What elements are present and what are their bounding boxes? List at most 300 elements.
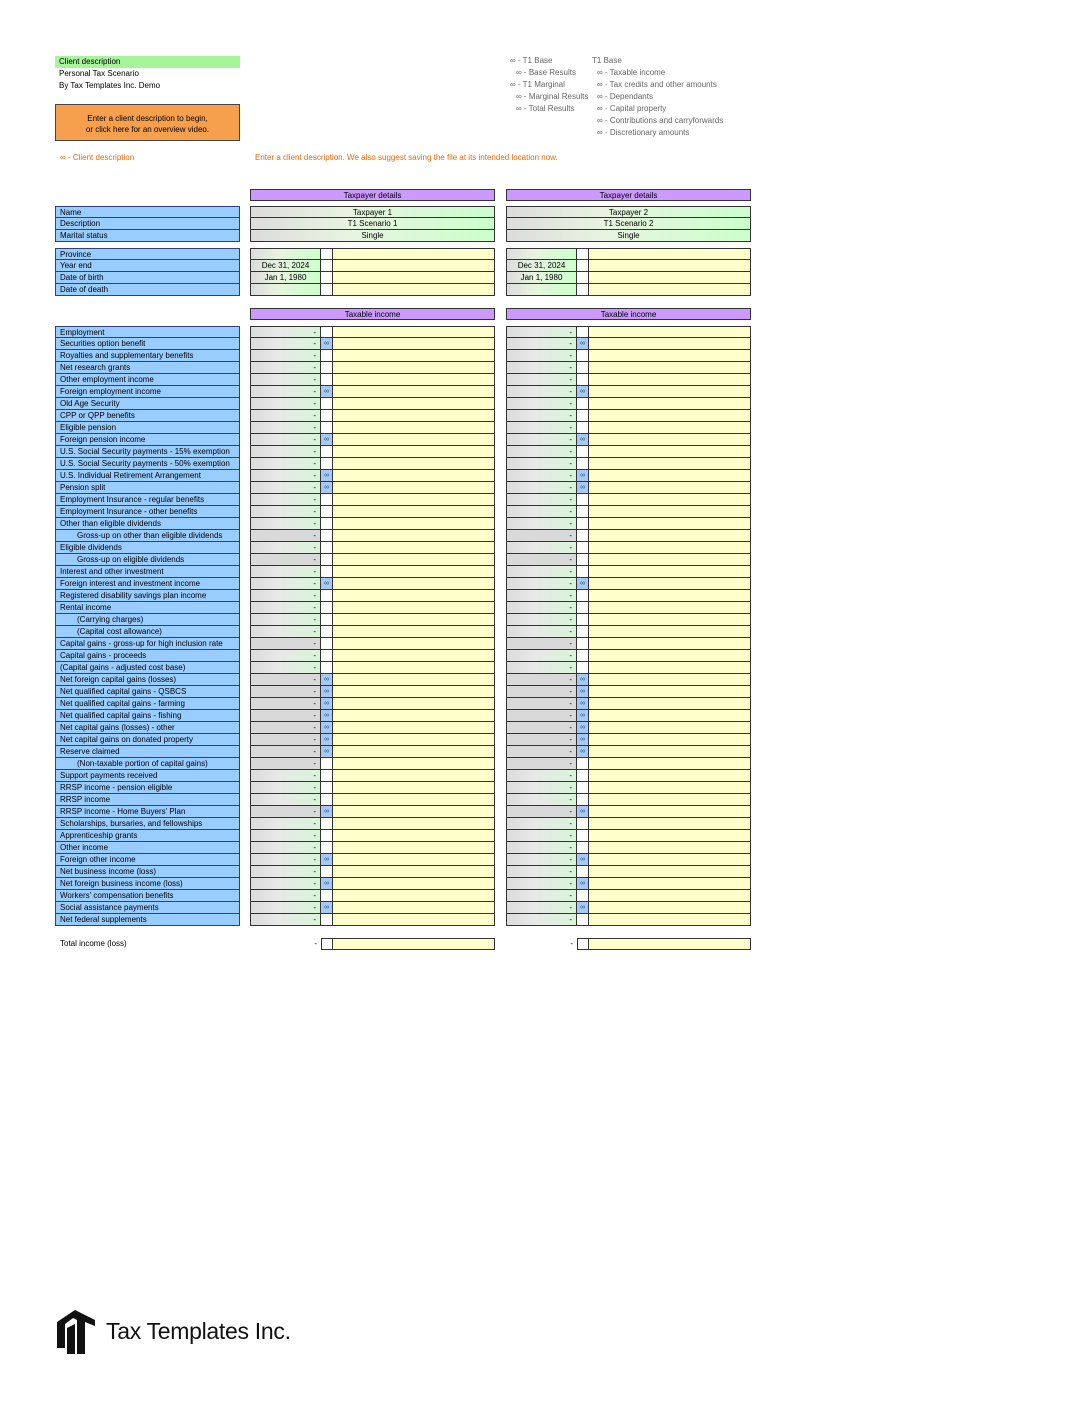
- taxpayer-2-income-value[interactable]: -: [506, 830, 577, 842]
- taxpayer-1-income-row: [250, 482, 495, 494]
- taxpayer-1-income-value[interactable]: -: [250, 434, 321, 446]
- taxpayer-1-income-value[interactable]: -: [250, 326, 321, 338]
- taxpayer-2-income-row: [506, 446, 751, 458]
- taxpayer-2-income-note[interactable]: [589, 530, 751, 542]
- taxpayer-1-dob-note[interactable]: [333, 272, 495, 284]
- taxpayer-1-income-value[interactable]: -: [250, 350, 321, 362]
- taxpayer-1-income-note[interactable]: [333, 674, 495, 686]
- taxpayer-2-income-note[interactable]: [589, 398, 751, 410]
- nav-section-link-3[interactable]: ∞ - Dependants: [597, 92, 653, 101]
- taxpayer-2-income-value[interactable]: -: [506, 482, 577, 494]
- taxpayer-2-income-value[interactable]: -: [506, 902, 577, 914]
- detail-link-icon[interactable]: ∞: [577, 686, 589, 698]
- detail-link-icon[interactable]: ∞: [577, 674, 589, 686]
- taxpayer-1-income-note[interactable]: [333, 482, 495, 494]
- taxpayer-2-income-note[interactable]: [589, 554, 751, 566]
- taxpayer-2-income-note[interactable]: [589, 338, 751, 350]
- taxpayer-2-year-end-note[interactable]: [589, 260, 751, 272]
- income-flag-cell: [321, 350, 333, 362]
- taxpayer-1-income-note[interactable]: [333, 734, 495, 746]
- taxpayer-1-income-note[interactable]: [333, 542, 495, 554]
- taxpayer-1-income-row: [250, 734, 495, 746]
- detail-link-icon[interactable]: ∞: [321, 878, 333, 890]
- taxpayer-1-income-value[interactable]: -: [250, 878, 321, 890]
- taxpayer-1-name[interactable]: Taxpayer 1: [250, 206, 495, 218]
- taxpayer-2-income-note[interactable]: [589, 650, 751, 662]
- detail-link-icon[interactable]: ∞: [577, 338, 589, 350]
- taxpayer-2-dob-note[interactable]: [589, 272, 751, 284]
- detail-link-icon[interactable]: ∞: [577, 710, 589, 722]
- taxpayer-2-income-row: [506, 434, 751, 446]
- taxpayer-2-income-value[interactable]: -: [506, 494, 577, 506]
- taxpayer-2-income-value[interactable]: -: [506, 422, 577, 434]
- income-flag-cell: [321, 446, 333, 458]
- taxpayer-2-income-value[interactable]: -: [506, 770, 577, 782]
- taxpayer-2-income-value[interactable]: -: [506, 842, 577, 854]
- label-description: Description: [55, 218, 240, 230]
- taxpayer-2-income-value: -: [506, 734, 577, 746]
- income-label: (Capital cost allowance): [55, 626, 240, 638]
- taxpayer-2-income-value[interactable]: -: [506, 662, 577, 674]
- taxpayer-1-income-note[interactable]: [333, 626, 495, 638]
- taxpayer-2-province[interactable]: [506, 248, 577, 260]
- taxpayer-2-income-value[interactable]: -: [506, 578, 577, 590]
- taxpayer-1-income-note[interactable]: [333, 650, 495, 662]
- taxpayer-1-income-note[interactable]: [333, 914, 495, 926]
- detail-link-icon[interactable]: ∞: [321, 710, 333, 722]
- detail-link-icon[interactable]: ∞: [321, 698, 333, 710]
- taxpayer-2-income-note[interactable]: [589, 566, 751, 578]
- taxpayer-2-income-note[interactable]: [589, 458, 751, 470]
- nav-section-link-4[interactable]: ∞ - Capital property: [597, 104, 667, 113]
- taxpayer-1-income-value[interactable]: -: [250, 626, 321, 638]
- detail-link-icon[interactable]: ∞: [577, 854, 589, 866]
- taxpayer-2-total-note[interactable]: [589, 938, 751, 950]
- taxpayer-1-income-note[interactable]: [333, 458, 495, 470]
- tax-templates-logo-icon: [55, 1308, 99, 1356]
- taxpayer-1-income-value[interactable]: -: [250, 362, 321, 374]
- taxpayer-1-income-value[interactable]: -: [250, 890, 321, 902]
- taxpayer-1-income: [250, 326, 495, 926]
- taxpayer-1-income-value[interactable]: -: [250, 830, 321, 842]
- detail-link-icon[interactable]: ∞: [321, 386, 333, 398]
- taxpayer-1-income-value[interactable]: -: [250, 794, 321, 806]
- taxpayer-1-income-note[interactable]: [333, 554, 495, 566]
- taxpayer-1-total-note[interactable]: [333, 938, 495, 950]
- taxpayer-1-income-note[interactable]: [333, 710, 495, 722]
- taxpayer-2-income-note[interactable]: [589, 494, 751, 506]
- income-flag-cell: [321, 650, 333, 662]
- taxpayer-1-income-note[interactable]: [333, 806, 495, 818]
- taxpayer-2-income-note[interactable]: [589, 806, 751, 818]
- taxpayer-1-income-value[interactable]: -: [250, 590, 321, 602]
- taxpayer-1-income-value[interactable]: -: [250, 482, 321, 494]
- taxpayer-2-income-note[interactable]: [589, 866, 751, 878]
- income-label: U.S. Social Security payments - 50% exemption: [55, 458, 240, 470]
- taxpayer-1-income-value[interactable]: -: [250, 902, 321, 914]
- income-label: U.S. Social Security payments - 15% exemption: [55, 446, 240, 458]
- taxpayer-2-income-value[interactable]: -: [506, 518, 577, 530]
- taxpayer-2-name[interactable]: Taxpayer 2: [506, 206, 751, 218]
- detail-link-icon[interactable]: ∞: [321, 854, 333, 866]
- taxpayer-1-province-note[interactable]: [333, 248, 495, 260]
- taxpayer-1-income-note[interactable]: [333, 326, 495, 338]
- income-flag-cell: [577, 566, 589, 578]
- taxpayer-2-income-row: [506, 554, 751, 566]
- client-description-label[interactable]: Client description: [55, 56, 240, 68]
- taxpayer-2-income-value[interactable]: -: [506, 650, 577, 662]
- taxpayer-1-income-note[interactable]: [333, 434, 495, 446]
- taxpayer-2-income-value[interactable]: -: [506, 626, 577, 638]
- taxpayer-1-income-note[interactable]: [333, 530, 495, 542]
- taxpayer-1-province[interactable]: [250, 248, 321, 260]
- taxpayer-2-income-note[interactable]: [589, 422, 751, 434]
- detail-link-icon[interactable]: ∞: [577, 734, 589, 746]
- taxpayer-2-income-note[interactable]: [589, 410, 751, 422]
- taxpayer-2-income-note[interactable]: [589, 362, 751, 374]
- taxpayer-1-income-note[interactable]: [333, 722, 495, 734]
- taxpayer-2-income-note[interactable]: [589, 734, 751, 746]
- taxpayer-1-income-value[interactable]: -: [250, 470, 321, 482]
- taxpayer-1-income-note[interactable]: [333, 494, 495, 506]
- taxpayer-2-income-value[interactable]: -: [506, 362, 577, 374]
- taxpayer-1-income-value[interactable]: -: [250, 338, 321, 350]
- taxpayer-1-income-value[interactable]: -: [250, 398, 321, 410]
- taxpayer-2-income-note[interactable]: [589, 758, 751, 770]
- taxpayer-2-income-note[interactable]: [589, 518, 751, 530]
- taxpayer-1-income-note[interactable]: [333, 350, 495, 362]
- taxpayer-2-income: [506, 326, 751, 926]
- nav-section-link-5[interactable]: ∞ - Contributions and carryforwards: [597, 116, 724, 125]
- taxpayer-1-dod-flag: [321, 284, 333, 296]
- taxpayer-1-income-value[interactable]: -: [250, 458, 321, 470]
- detail-link-icon[interactable]: ∞: [321, 482, 333, 494]
- income-label: RRSP income - Home Buyers' Plan: [55, 806, 240, 818]
- income-label: Net foreign capital gains (losses): [55, 674, 240, 686]
- taxpayer-1-income-value[interactable]: -: [250, 818, 321, 830]
- taxpayer-2-income-note[interactable]: [589, 638, 751, 650]
- taxpayer-1-income-value[interactable]: -: [250, 614, 321, 626]
- taxpayer-2-income-value[interactable]: -: [506, 914, 577, 926]
- detail-link-icon[interactable]: ∞: [321, 674, 333, 686]
- taxpayer-2-income-value[interactable]: -: [506, 878, 577, 890]
- taxpayer-2-income-value[interactable]: -: [506, 446, 577, 458]
- taxpayer-2-income-value[interactable]: -: [506, 590, 577, 602]
- taxpayer-2-description[interactable]: T1 Scenario 2: [506, 218, 751, 230]
- taxpayer-1-income-value[interactable]: -: [250, 410, 321, 422]
- detail-link-icon[interactable]: ∞: [321, 434, 333, 446]
- nav-result-link-4[interactable]: ∞ - Total Results: [516, 104, 575, 113]
- taxpayer-1-income-value[interactable]: -: [250, 650, 321, 662]
- taxpayer-1-income-note[interactable]: [333, 470, 495, 482]
- taxpayer-1-income-note[interactable]: [333, 782, 495, 794]
- taxpayer-1-income-note[interactable]: [333, 422, 495, 434]
- nav-section-link-6[interactable]: ∞ - Discretionary amounts: [597, 128, 690, 137]
- taxpayer-2-income-note[interactable]: [589, 662, 751, 674]
- taxpayer-1-income-note[interactable]: [333, 614, 495, 626]
- taxpayer-1-income-value[interactable]: -: [250, 494, 321, 506]
- taxpayer-1-income-note[interactable]: [333, 410, 495, 422]
- nav-section-link-2[interactable]: ∞ - Tax credits and other amounts: [597, 80, 717, 89]
- taxpayer-1-income-row: [250, 398, 495, 410]
- taxpayer-2-date-of-birth[interactable]: Jan 1, 1980: [506, 272, 577, 284]
- taxpayer-1-income-note[interactable]: [333, 638, 495, 650]
- taxpayer-1-income-row: [250, 650, 495, 662]
- nav-result-link-2[interactable]: ∞ - T1 Marginal: [510, 80, 565, 89]
- taxpayer-1-income-value[interactable]: -: [250, 854, 321, 866]
- detail-link-icon[interactable]: ∞: [577, 722, 589, 734]
- taxpayer-2-income-row: [506, 350, 751, 362]
- taxpayer-2-income-note[interactable]: [589, 794, 751, 806]
- detail-link-icon[interactable]: ∞: [577, 902, 589, 914]
- taxpayer-2-income-note[interactable]: [589, 470, 751, 482]
- detail-link-icon[interactable]: ∞: [321, 470, 333, 482]
- taxpayer-1-income-value[interactable]: -: [250, 578, 321, 590]
- taxpayer-1-income-note[interactable]: [333, 338, 495, 350]
- taxpayer-2-income-value[interactable]: -: [506, 398, 577, 410]
- taxpayer-2-income-note[interactable]: [589, 878, 751, 890]
- taxable-income-header-2: Taxable income: [506, 308, 751, 320]
- taxpayer-2-date-of-death[interactable]: [506, 284, 577, 296]
- taxpayer-2-income-note[interactable]: [589, 434, 751, 446]
- taxpayer-2-income-value[interactable]: -: [506, 506, 577, 518]
- taxpayer-2-income-note[interactable]: [589, 626, 751, 638]
- taxpayer-2-income-value[interactable]: -: [506, 350, 577, 362]
- taxpayer-2-income-note[interactable]: [589, 614, 751, 626]
- start-overview-button[interactable]: [55, 104, 240, 141]
- detail-link-icon[interactable]: ∞: [577, 746, 589, 758]
- label-date-of-birth: Date of birth: [55, 272, 240, 284]
- detail-link-icon[interactable]: ∞: [321, 734, 333, 746]
- taxpayer-1-income-note[interactable]: [333, 866, 495, 878]
- income-flag-cell: [577, 626, 589, 638]
- detail-link-icon[interactable]: ∞: [321, 902, 333, 914]
- taxpayer-2-year-end[interactable]: Dec 31, 2024: [506, 260, 577, 272]
- taxpayer-1-income-note[interactable]: [333, 386, 495, 398]
- taxpayer-1-income-value[interactable]: -: [250, 386, 321, 398]
- detail-link-icon[interactable]: ∞: [321, 578, 333, 590]
- taxpayer-1-income-value[interactable]: -: [250, 422, 321, 434]
- byline: By Tax Templates Inc. Demo: [59, 81, 161, 90]
- taxpayer-2-income-value[interactable]: -: [506, 386, 577, 398]
- taxpayer-1-income-note[interactable]: [333, 686, 495, 698]
- taxpayer-2-income-row: [506, 518, 751, 530]
- taxpayer-1-income-value[interactable]: -: [250, 842, 321, 854]
- taxpayer-1-date-of-birth[interactable]: Jan 1, 1980: [250, 272, 321, 284]
- taxpayer-2-income-note[interactable]: [589, 698, 751, 710]
- taxpayer-1-year-end-flag: [321, 260, 333, 272]
- taxpayer-2-income-value[interactable]: -: [506, 458, 577, 470]
- taxpayer-2-income-row: [506, 698, 751, 710]
- taxpayer-2-income-value[interactable]: -: [506, 854, 577, 866]
- detail-link-icon[interactable]: ∞: [321, 686, 333, 698]
- taxpayer-1-income-note[interactable]: [333, 602, 495, 614]
- taxpayer-1-income-note[interactable]: [333, 506, 495, 518]
- detail-link-icon[interactable]: ∞: [321, 746, 333, 758]
- taxpayer-1-date-of-death[interactable]: [250, 284, 321, 296]
- date-labels: [55, 248, 240, 296]
- detail-link-icon[interactable]: ∞: [321, 338, 333, 350]
- taxpayer-2-income-value[interactable]: -: [506, 782, 577, 794]
- taxpayer-1-income-value[interactable]: -: [250, 914, 321, 926]
- taxpayer-1-income-value[interactable]: -: [250, 770, 321, 782]
- taxpayer-2-income-value[interactable]: -: [506, 374, 577, 386]
- taxpayer-2-income-row: [506, 602, 751, 614]
- taxpayer-1-income-note[interactable]: [333, 878, 495, 890]
- taxpayer-1-income-note[interactable]: [333, 902, 495, 914]
- taxpayer-2-income-note[interactable]: [589, 854, 751, 866]
- taxpayer-1-year-end-note[interactable]: [333, 260, 495, 272]
- detail-link-icon[interactable]: ∞: [577, 434, 589, 446]
- nav-result-link-3[interactable]: ∞ - Marginal Results: [516, 92, 589, 101]
- taxpayer-2-income-value[interactable]: -: [506, 890, 577, 902]
- taxpayer-1-income-note[interactable]: [333, 794, 495, 806]
- taxpayer-2-income-note[interactable]: [589, 386, 751, 398]
- taxpayer-1-income-value[interactable]: -: [250, 542, 321, 554]
- taxpayer-1-income-note[interactable]: [333, 890, 495, 902]
- taxpayer-2-income-note[interactable]: [589, 890, 751, 902]
- taxpayer-2-income-note[interactable]: [589, 782, 751, 794]
- taxpayer-2-income-value: -: [506, 746, 577, 758]
- taxpayer-2-income-value[interactable]: -: [506, 614, 577, 626]
- taxpayer-1-income-note[interactable]: [333, 590, 495, 602]
- income-label: Reserve claimed: [55, 746, 240, 758]
- detail-link-icon[interactable]: ∞: [577, 806, 589, 818]
- taxpayer-2-income-note[interactable]: [589, 722, 751, 734]
- taxpayer-2-income-value[interactable]: -: [506, 566, 577, 578]
- taxpayer-2-income-value[interactable]: -: [506, 434, 577, 446]
- taxpayer-1-income-note[interactable]: [333, 818, 495, 830]
- nav-section-link-0[interactable]: T1 Base: [592, 56, 622, 65]
- detail-link-icon[interactable]: ∞: [577, 578, 589, 590]
- taxpayer-2-income-note[interactable]: [589, 350, 751, 362]
- taxpayer-1-income-note[interactable]: [333, 374, 495, 386]
- taxpayer-2-income-note[interactable]: [589, 710, 751, 722]
- detail-link-icon[interactable]: ∞: [577, 878, 589, 890]
- taxpayer-2-income-note[interactable]: [589, 902, 751, 914]
- income-label: Support payments received: [55, 770, 240, 782]
- taxpayer-2-income-note[interactable]: [589, 770, 751, 782]
- taxpayer-1-income-note[interactable]: [333, 362, 495, 374]
- taxpayer-1-income-value[interactable]: -: [250, 374, 321, 386]
- taxpayer-2-income-note[interactable]: [589, 914, 751, 926]
- taxpayer-2-income-note[interactable]: [589, 542, 751, 554]
- taxpayer-2-income-value[interactable]: -: [506, 470, 577, 482]
- taxpayer-2-income-value[interactable]: -: [506, 866, 577, 878]
- taxpayer-2-income-note[interactable]: [589, 686, 751, 698]
- taxpayer-1-income-note[interactable]: [333, 662, 495, 674]
- taxpayer-1-income-value[interactable]: -: [250, 602, 321, 614]
- income-flag-cell: [321, 590, 333, 602]
- taxpayer-2-income-note[interactable]: [589, 374, 751, 386]
- nav-result-link-0[interactable]: ∞ - T1 Base: [510, 56, 553, 65]
- taxpayer-1-income-note[interactable]: [333, 854, 495, 866]
- taxpayer-1-income-row: [250, 806, 495, 818]
- detail-link-icon[interactable]: ∞: [577, 470, 589, 482]
- taxpayer-1-income-value[interactable]: -: [250, 782, 321, 794]
- taxpayer-1-income-row: [250, 506, 495, 518]
- taxpayer-1-income-row: [250, 758, 495, 770]
- client-description-link[interactable]: ∞ - Client description: [60, 153, 135, 162]
- detail-link-icon[interactable]: ∞: [577, 482, 589, 494]
- taxpayer-1-income-row: [250, 626, 495, 638]
- income-label: Registered disability savings plan income: [55, 590, 240, 602]
- taxpayer-1-income-value[interactable]: -: [250, 866, 321, 878]
- income-flag-cell: [577, 818, 589, 830]
- taxpayer-2-income-row: [506, 662, 751, 674]
- taxpayer-1-income-value[interactable]: -: [250, 662, 321, 674]
- taxpayer-2-dod-note[interactable]: [589, 284, 751, 296]
- taxpayer-1-income-value[interactable]: -: [250, 506, 321, 518]
- income-flag-cell: [321, 506, 333, 518]
- taxpayer-1-income-note[interactable]: [333, 518, 495, 530]
- nav-section-link-1[interactable]: ∞ - Taxable income: [597, 68, 666, 77]
- detail-link-icon[interactable]: ∞: [321, 806, 333, 818]
- taxpayer-2-province-note[interactable]: [589, 248, 751, 260]
- taxpayer-2-income-note[interactable]: [589, 674, 751, 686]
- income-flag-cell: [321, 818, 333, 830]
- taxpayer-1-income-note[interactable]: [333, 566, 495, 578]
- taxpayer-1-income-row: [250, 590, 495, 602]
- taxpayer-1-income-note[interactable]: [333, 842, 495, 854]
- taxpayer-2-income-note[interactable]: [589, 578, 751, 590]
- taxpayer-2-income-value[interactable]: -: [506, 326, 577, 338]
- taxpayer-1-income-note[interactable]: [333, 770, 495, 782]
- income-flag-cell: [577, 458, 589, 470]
- detail-link-icon[interactable]: ∞: [577, 386, 589, 398]
- taxpayer-2-income-value[interactable]: -: [506, 818, 577, 830]
- taxpayer-2-income-note[interactable]: [589, 446, 751, 458]
- taxpayer-2-income-value[interactable]: -: [506, 338, 577, 350]
- taxpayer-2-income-value[interactable]: -: [506, 602, 577, 614]
- taxpayer-2-income-value[interactable]: -: [506, 410, 577, 422]
- taxpayer-1-income-note[interactable]: [333, 830, 495, 842]
- taxpayer-2-income-note[interactable]: [589, 818, 751, 830]
- taxpayer-2-income-value[interactable]: -: [506, 542, 577, 554]
- taxpayer-1-income-value[interactable]: -: [250, 446, 321, 458]
- taxpayer-2-income-note[interactable]: [589, 506, 751, 518]
- taxpayer-2-income-note[interactable]: [589, 830, 751, 842]
- taxpayer-2-income-note[interactable]: [589, 482, 751, 494]
- taxpayer-1-income-row: [250, 602, 495, 614]
- taxpayer-2-income-note[interactable]: [589, 590, 751, 602]
- taxpayer-1-income-note[interactable]: [333, 698, 495, 710]
- taxpayer-1-income-row: [250, 326, 495, 338]
- taxpayer-1-income-value[interactable]: -: [250, 518, 321, 530]
- income-label: Capital gains - gross-up for high inclusion rate: [55, 638, 240, 650]
- taxpayer-1-income-note[interactable]: [333, 758, 495, 770]
- taxpayer-2-income-note[interactable]: [589, 326, 751, 338]
- nav-result-link-1[interactable]: ∞ - Base Results: [516, 68, 576, 77]
- taxpayer-2-income-note[interactable]: [589, 746, 751, 758]
- detail-link-icon[interactable]: ∞: [577, 698, 589, 710]
- income-flag-cell: [321, 458, 333, 470]
- taxpayer-1-dod-note[interactable]: [333, 284, 495, 296]
- taxpayer-1-income-note[interactable]: [333, 746, 495, 758]
- taxpayer-1-year-end[interactable]: Dec 31, 2024: [250, 260, 321, 272]
- detail-link-icon[interactable]: ∞: [321, 722, 333, 734]
- taxpayer-1-income-value[interactable]: -: [250, 566, 321, 578]
- taxpayer-1-income-note[interactable]: [333, 578, 495, 590]
- taxpayer-1-income-note[interactable]: [333, 446, 495, 458]
- taxpayer-2-income-note[interactable]: [589, 602, 751, 614]
- taxpayer-1-income-note[interactable]: [333, 398, 495, 410]
- taxpayer-2-income-value[interactable]: -: [506, 794, 577, 806]
- taxpayer-2-marital-status[interactable]: Single: [506, 230, 751, 242]
- taxpayer-1-description[interactable]: T1 Scenario 1: [250, 218, 495, 230]
- taxpayer-1-marital-status[interactable]: Single: [250, 230, 495, 242]
- taxpayer-2-income-note[interactable]: [589, 842, 751, 854]
